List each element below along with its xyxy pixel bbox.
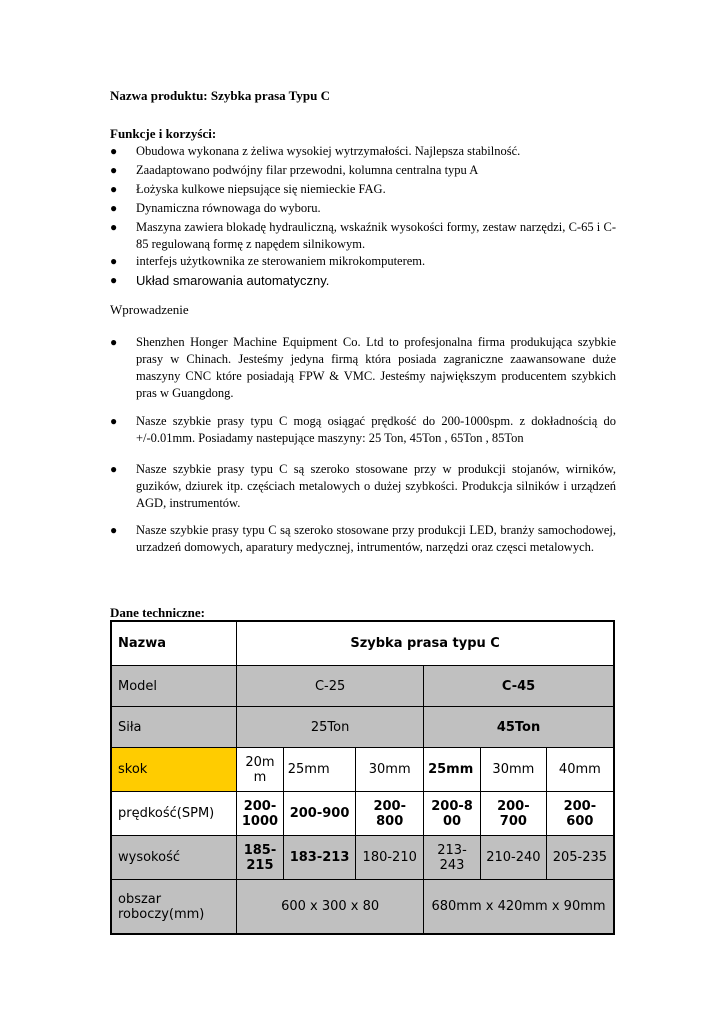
table-row	[111, 666, 614, 707]
table-cell: 200-1000	[237, 792, 284, 836]
list-item-text: Łożyska kulkowe niepsujące się niemieckie FAG.	[136, 182, 386, 196]
table-cell: 200-900	[283, 792, 356, 836]
table-cell: 213-243	[424, 836, 481, 880]
bullet-icon: ●	[110, 163, 118, 177]
list-item	[110, 143, 616, 160]
list-item	[110, 334, 616, 402]
table-cell: 200-800	[424, 792, 481, 836]
table-cell: 200-700	[481, 792, 547, 836]
list-item	[110, 272, 616, 289]
bullet-icon: ●	[110, 273, 118, 287]
table-cell: 40mm	[546, 748, 614, 792]
table-cell: 25Ton	[237, 707, 424, 748]
table-cell: 25mm	[283, 748, 356, 792]
table-cell: C-25	[237, 666, 424, 707]
list-item	[110, 162, 616, 179]
table-cell: Siła	[111, 707, 237, 748]
list-item-text: Obudowa wykonana z żeliwa wysokiej wytrzymałości. Najlepsza stabilność.	[136, 144, 521, 158]
table-cell: 210-240	[481, 836, 547, 880]
table-cell: 30mm	[356, 748, 424, 792]
bullet-icon: ●	[110, 182, 118, 196]
list-item-text: Nasze szybkie prasy typu C są szeroko stosowane przy produkcji LED, branży samochodowej, urzadzeń domowych, aparatury medycznej, intrumentów, narzędzi oraz częsci metalowych.	[136, 523, 616, 554]
table-cell: 200-800	[356, 792, 424, 836]
table-cell: 185-215	[237, 836, 284, 880]
table-cell: Model	[111, 666, 237, 707]
table-cell: 180-210	[356, 836, 424, 880]
list-item	[110, 181, 616, 198]
table-cell: Nazwa	[111, 621, 237, 666]
spec-table	[110, 620, 615, 935]
bullet-icon: ●	[110, 144, 118, 158]
intro-heading: Wprowadzenie	[110, 302, 189, 317]
table-cell: 20mm	[237, 748, 284, 792]
list-item	[110, 522, 616, 556]
table-cell: wysokość	[111, 836, 237, 880]
table-cell: prędkość(SPM)	[111, 792, 237, 836]
list-item	[110, 219, 616, 253]
list-item-text: Nasze szybkie prasy typu C są szeroko stosowane przy w produkcji stojanów, wirników, guzików, dziurek itp. częściach metalowych o dużej szybkości. Produkcja silników i urządzeń AGD, instrumentów.	[136, 462, 616, 510]
list-item-text: Shenzhen Honger Machine Equipment Co. Ltd to profesjonalna firma produkująca szybkie prasy w Chinach. Jesteśmy jedyna firmą która posiada zagraniczne zaawansowane duże maszyny CNC które posiadają FPW & VMC. Jesteśmy największym producentem szybkich pras w Guangdong.	[136, 335, 616, 400]
table-cell: obszar roboczy(mm)	[111, 880, 237, 935]
tech-heading: Dane techniczne:	[110, 605, 205, 620]
list-item	[110, 461, 616, 512]
list-item-text: interfejs użytkownika ze sterowaniem mikrokomputerem.	[136, 254, 426, 268]
table-row	[111, 621, 614, 666]
list-item-text: Maszyna zawiera blokadę hydrauliczną, wskaźnik wysokości formy, zestaw narzędzi, C-65 i C-85 regulowaną formę z napędem silnikowym.	[136, 220, 616, 251]
table-cell: C-45	[424, 666, 614, 707]
bullet-icon: ●	[110, 462, 118, 476]
table-cell: 600 x 300 x 80	[237, 880, 424, 935]
bullet-icon: ●	[110, 220, 118, 234]
bullet-icon: ●	[110, 201, 118, 215]
list-item-text: Dynamiczna równowaga do wyboru.	[136, 201, 321, 215]
list-item	[110, 200, 616, 217]
features-heading: Funkcje i korzyści:	[110, 126, 217, 141]
table-cell: 205-235	[546, 836, 614, 880]
list-item-text: Nasze szybkie prasy typu C mogą osiągać prędkość do 200-1000spm. z dokładnością do +/-0.01mm. Posiadamy nastepujące maszyny: 25 Ton, 45Ton , 65Ton , 85Ton	[136, 414, 616, 445]
bullet-icon: ●	[110, 523, 118, 537]
bullet-icon: ●	[110, 335, 118, 349]
table-cell: 680mm x 420mm x 90mm	[424, 880, 614, 935]
table-cell: 45Ton	[424, 707, 614, 748]
table-row	[111, 748, 614, 792]
table-cell: 30mm	[481, 748, 547, 792]
bullet-icon: ●	[110, 414, 118, 428]
list-item	[110, 413, 616, 447]
table-row	[111, 836, 614, 880]
product-title: Nazwa produktu: Szybka prasa Typu C	[110, 88, 330, 103]
table-row	[111, 792, 614, 836]
table-row	[111, 707, 614, 748]
list-item-text: Układ smarowania automatyczny.	[136, 273, 330, 288]
table-cell: skok	[111, 748, 237, 792]
table-cell: 25mm	[424, 748, 481, 792]
list-item	[110, 253, 616, 270]
table-cell: 200-600	[546, 792, 614, 836]
table-cell: Szybka prasa typu C	[237, 621, 614, 666]
table-row	[111, 880, 614, 935]
table-cell: 183-213	[283, 836, 356, 880]
bullet-icon: ●	[110, 254, 118, 268]
list-item-text: Zaadaptowano podwójny filar przewodni, kolumna centralna typu A	[136, 163, 479, 177]
